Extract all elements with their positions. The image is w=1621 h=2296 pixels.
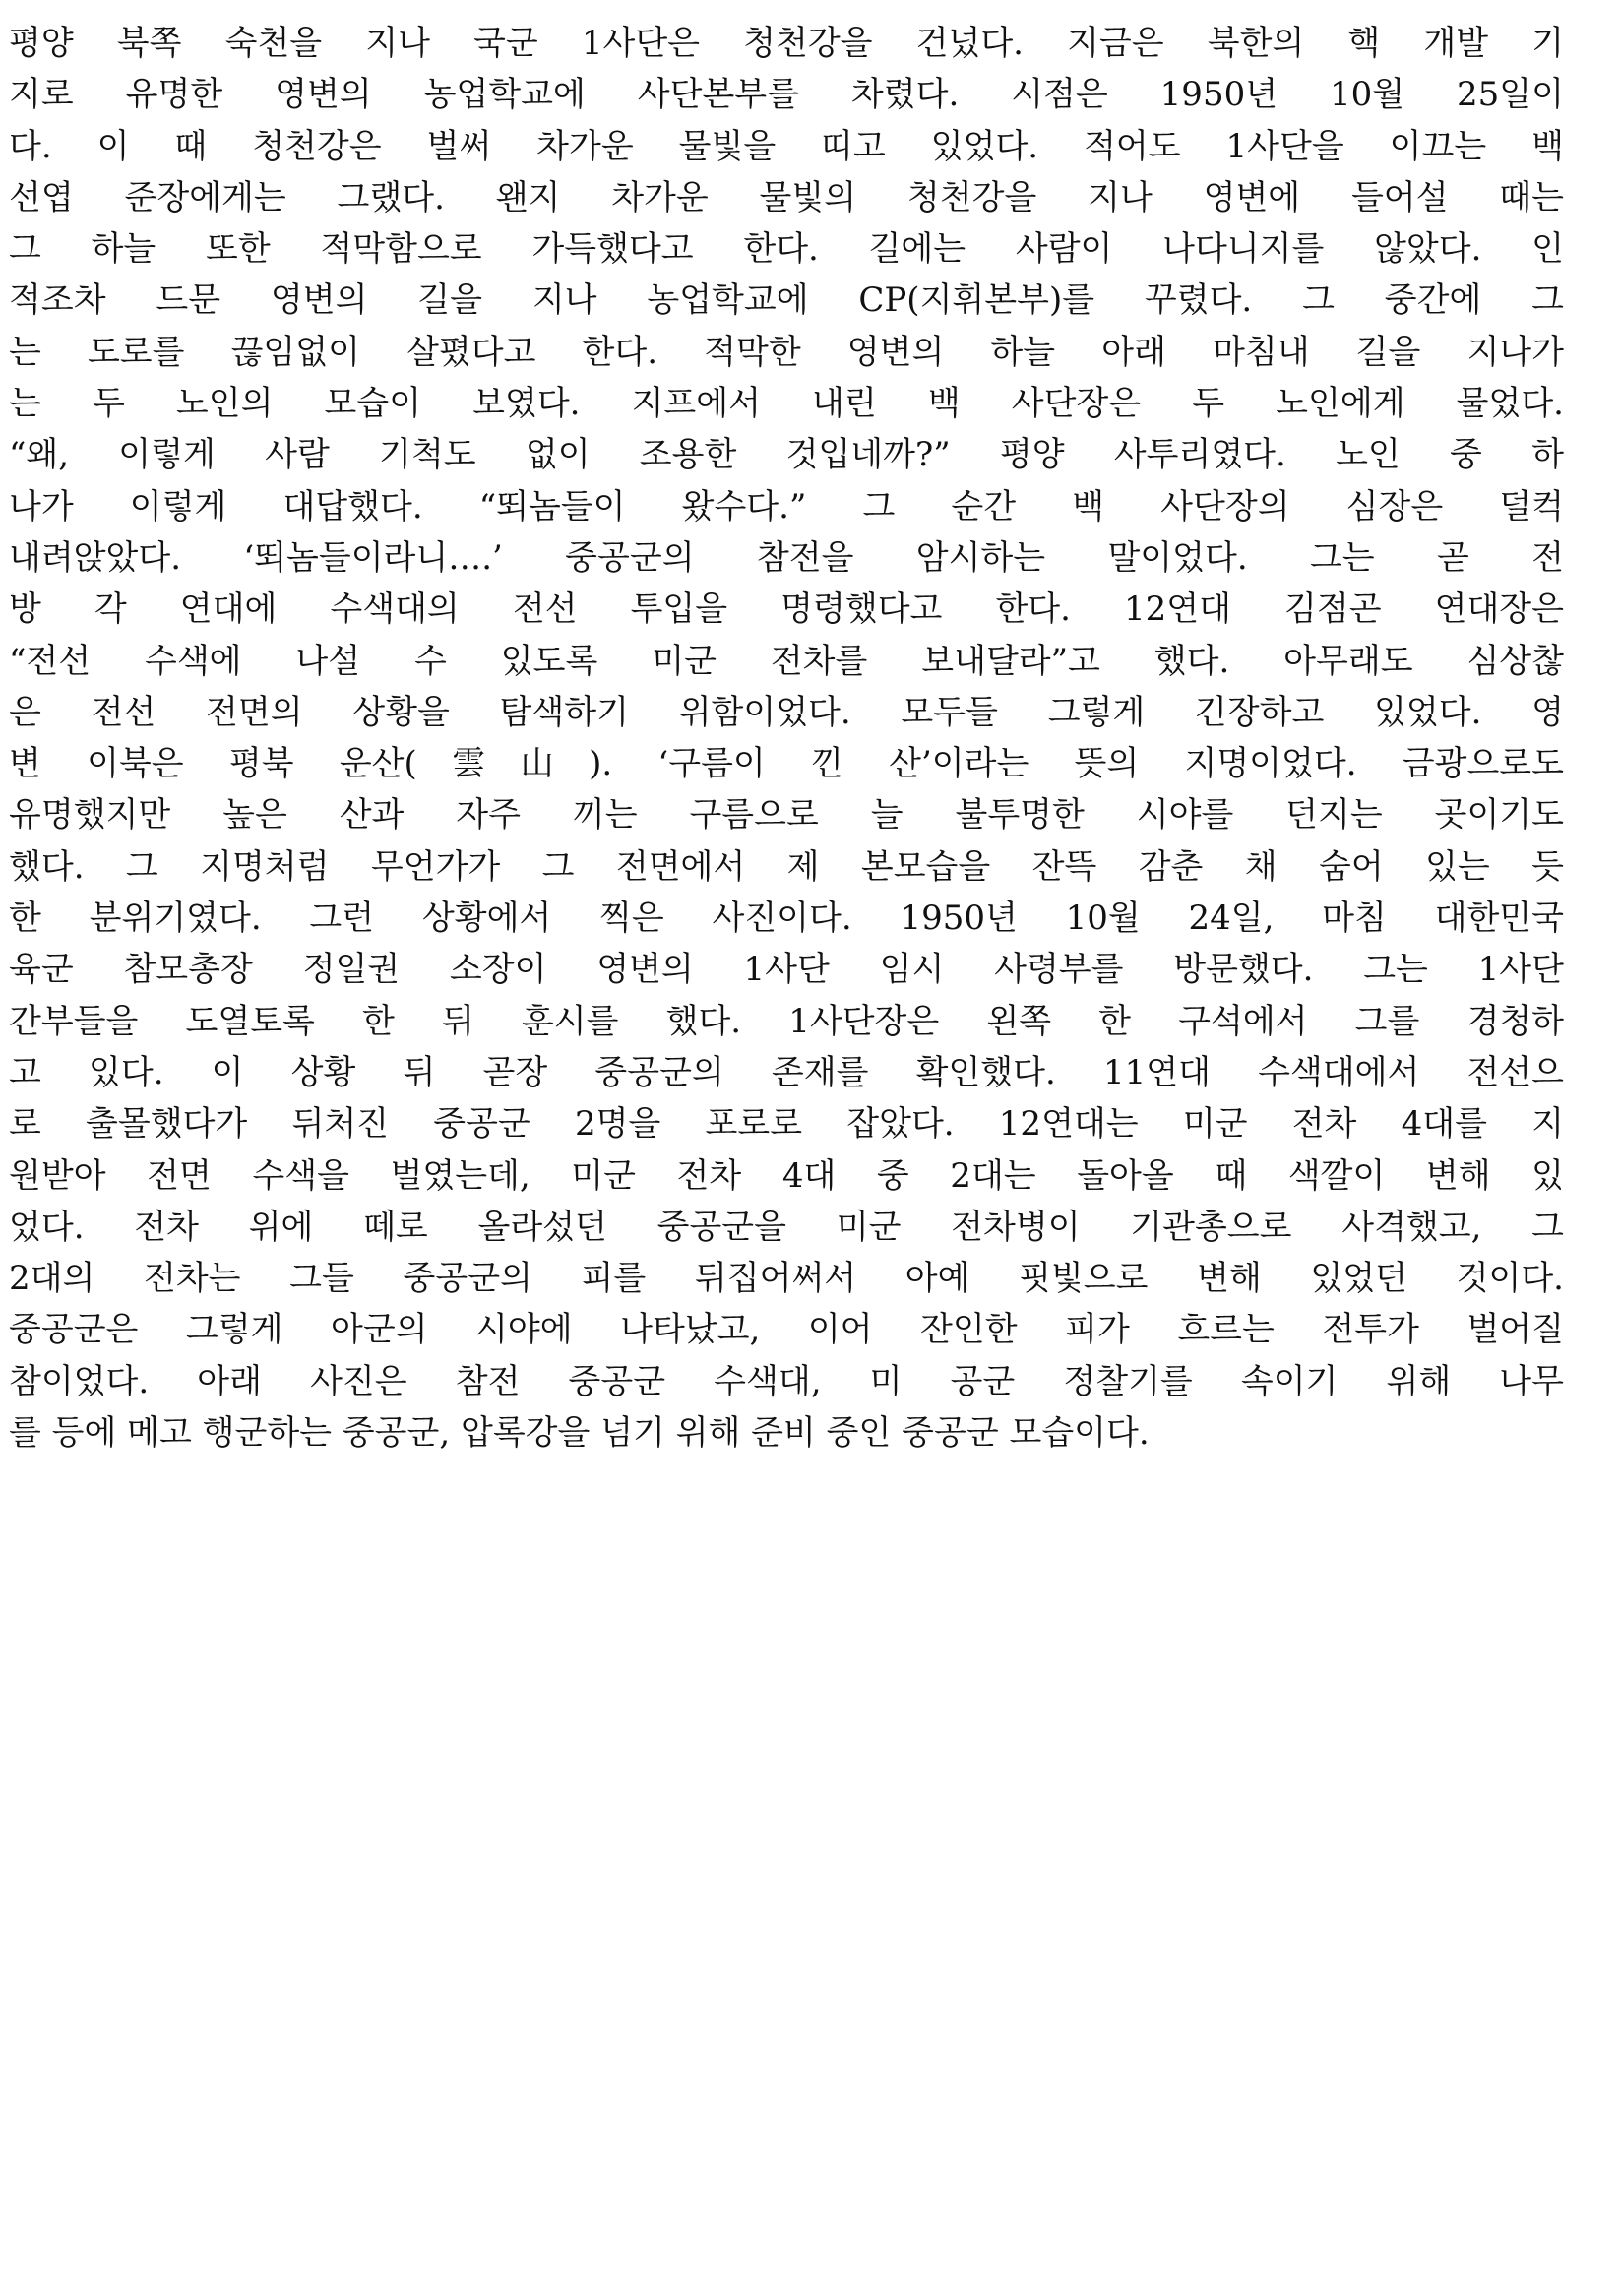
text-line-23: 원받아 전면 수색을 벌였는데, 미군 전차 4대 중 2대는 돌아올 때 색깔이 변해 있 [9,1155,1564,1196]
text-line-12: 방 각 연대에 수색대의 전선 투입을 명령했다고 한다. 12연대 김점곤 연대장은 [9,590,1564,630]
text-line-25: 2대의 전차는 그들 중공군의 피를 뒤집어써서 아예 핏빛으로 변해 있었던 것이다. [9,1259,1564,1299]
text-line-13: “전선 수색에 나설 수 있도록 미군 전차를 보내달라”고 했다. 아무래도 심상찮 [9,641,1564,681]
text-line-16: 유명했지만 높은 산과 자주 끼는 구름으로 늘 불투명한 시야를 던지는 곳이기도 [9,795,1564,836]
text-line-26: 중공군은 그렇게 아군의 시야에 나타났고, 이어 잔인한 피가 흐르는 전투가 벌어질 [9,1310,1564,1350]
text-line-6: 적조차 드문 영변의 길을 지나 농업학교에 CP(지휘본부)를 꾸렸다. 그 중간에 그 [9,280,1564,321]
text-line-4: 선엽 준장에게는 그랬다. 왠지 차가운 물빛의 청천강을 지나 영변에 들어설 때는 [9,177,1564,217]
text-line-20: 간부들을 도열토록 한 뒤 훈시를 했다. 1사단장은 왼쪽 한 구석에서 그를 경청하 [9,1001,1564,1041]
text-line-10: 나가 이렇게 대답했다. “뙤놈들이 왔수다.” 그 순간 백 사단장의 심장은 덜컥 [9,486,1564,527]
text-line-11: 내려앉았다. ‘뙤놈들이라니….’ 중공군의 참전을 암시하는 말이었다. 그는 곧 전 [9,537,1564,578]
text-line-27: 참이었다. 아래 사진은 참전 중공군 수색대, 미 공군 정찰기를 속이기 위해 나무 [9,1361,1564,1401]
text-line-21: 고 있다. 이 상황 뒤 곧장 중공군의 존재를 확인했다. 11연대 수색대에서 전선으 [9,1052,1564,1092]
text-line-1: 평양 북쪽 숙천을 지나 국군 1사단은 청천강을 건넜다. 지금은 북한의 핵 개발 기 [9,24,1564,63]
text-line-8: 는 두 노인의 모습이 보였다. 지프에서 내린 백 사단장은 두 노인에게 물었다. [9,384,1564,424]
body-text [9,18,1564,1458]
text-line-14: 은 전선 전면의 상황을 탐색하기 위함이었다. 모두들 그렇게 긴장하고 있었다. 영 [9,692,1564,732]
text-line-18: 한 분위기였다. 그런 상황에서 찍은 사진이다. 1950년 10월 24일, 마침 대한민국 [9,899,1564,939]
text-line-5: 그 하늘 또한 적막함으로 가득했다고 한다. 길에는 사람이 나다니지를 않았다. 인 [9,229,1564,270]
text-line-22: 로 출몰했다가 뒤처진 중공군 2명을 포로로 잡았다. 12연대는 미군 전차 4대를 지 [9,1104,1564,1145]
text-line-17: 했다. 그 지명처럼 무언가가 그 전면에서 제 본모습을 잔뜩 감춘 채 숨어 있는 듯 [9,846,1564,887]
text-line-15: 변 이북은 평북 운산(雲山). ‘구름이 낀 산’이라는 뜻의 지명이었다. 금광으로도 [9,744,1564,784]
text-line-24: 었다. 전차 위에 떼로 올라섰던 중공군을 미군 전차병이 기관총으로 사격했고, 그 [9,1207,1564,1247]
text-line-7: 는 도로를 끊임없이 살폈다고 한다. 적막한 영변의 하늘 아래 마침내 길을 지나가 [9,332,1564,372]
text-line-28: 를 등에 메고 행군하는 중공군, 압록강을 넘기 위해 준비 중인 중공군 모습이다. [9,1413,1150,1454]
text-line-2: 지로 유명한 영변의 농업학교에 사단본부를 차렸다. 시점은 1950년 10월 25일이 [9,75,1564,115]
text-line-3: 다. 이 때 청천강은 벌써 차가운 물빛을 띠고 있었다. 적어도 1사단을 이끄는 백 [9,126,1564,166]
text-line-19: 육군 참모총장 정일권 소장이 영변의 1사단 임시 사령부를 방문했다. 그는 1사단 [9,950,1564,990]
text-line-9: “왜, 이렇게 사람 기척도 없이 조용한 것입네까?” 평양 사투리였다. 노인 중 하 [9,435,1564,475]
